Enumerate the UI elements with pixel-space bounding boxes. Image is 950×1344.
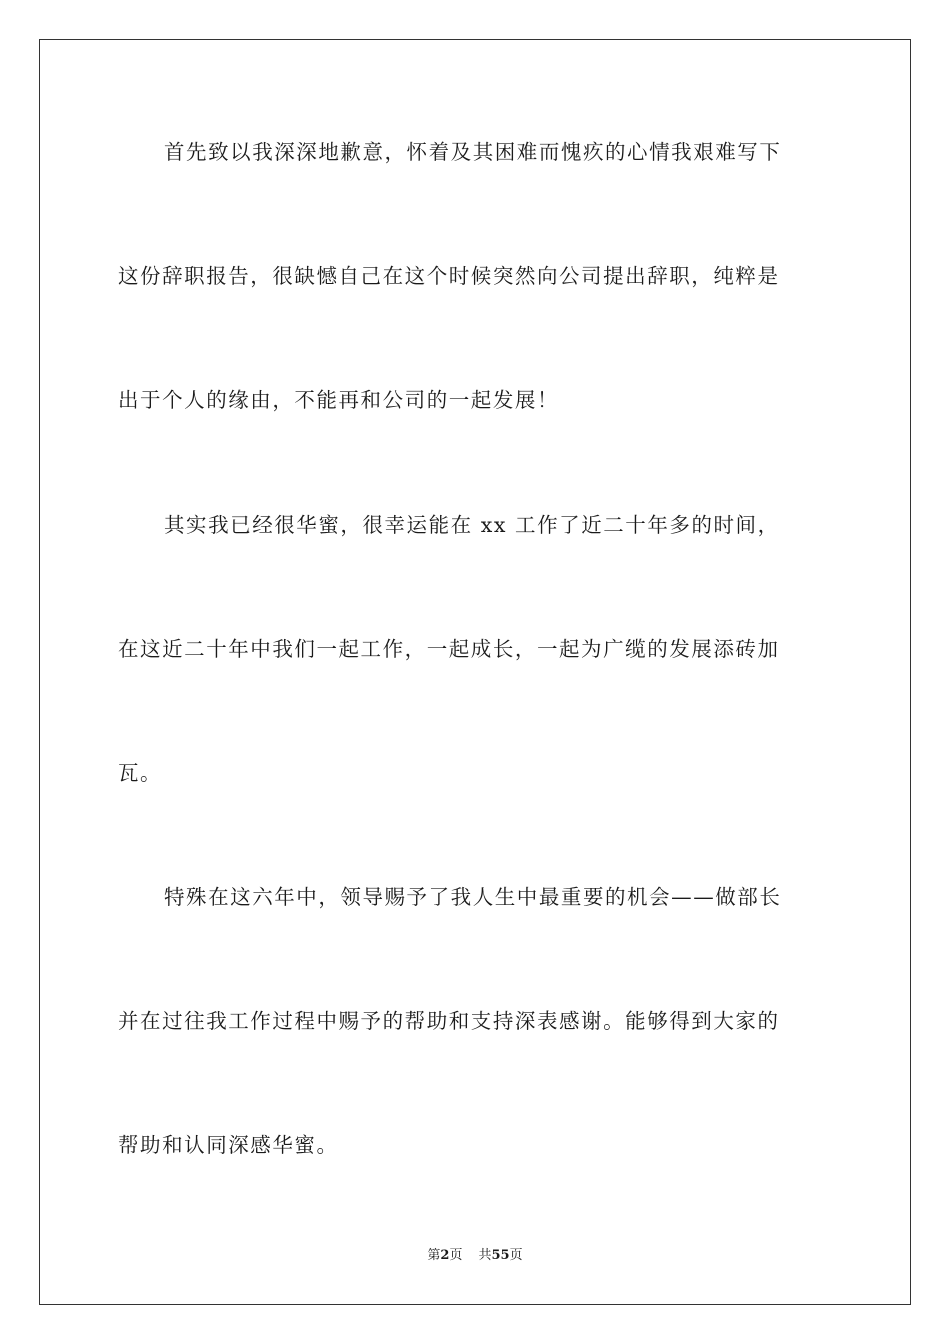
- total-suffix: 页: [509, 1248, 523, 1263]
- paragraph-3-line-3: 帮助和认同深感华蜜。: [118, 1133, 339, 1157]
- paragraph-3-line-1: 特殊在这六年中，领导赐予了我人生中最重要的机会——做部长: [164, 885, 782, 909]
- paragraph-2-line-3: 瓦。: [118, 761, 163, 785]
- page-suffix: 页: [449, 1248, 463, 1263]
- paragraph-3-line-2: 并在过往我工作过程中赐予的帮助和支持深表感谢。能够得到大家的: [118, 1009, 780, 1033]
- paragraph-1-line-1: 首先致以我深深地歉意，怀着及其困难而愧疚的心情我艰难写下: [164, 140, 782, 164]
- paragraph-2-line-1: 其实我已经很华蜜，很幸运能在 xx 工作了近二十年多的时间，: [164, 513, 780, 537]
- page-footer: [0, 1247, 950, 1265]
- paragraph-1-line-2: 这份辞职报告，很缺憾自己在这个时候突然向公司提出辞职，纯粹是: [118, 264, 780, 288]
- page-prefix: 第: [427, 1248, 441, 1263]
- paragraph-1-line-3: 出于个人的缘由，不能再和公司的一起发展！: [118, 388, 559, 412]
- paragraph-2-line-2: 在这近二十年中我们一起工作，一起成长，一起为广缆的发展添砖加: [118, 637, 780, 661]
- total-prefix: 共: [478, 1248, 492, 1263]
- total-pages: 55: [491, 1248, 510, 1263]
- page-number: 2: [440, 1248, 450, 1263]
- page-border: [39, 39, 911, 1305]
